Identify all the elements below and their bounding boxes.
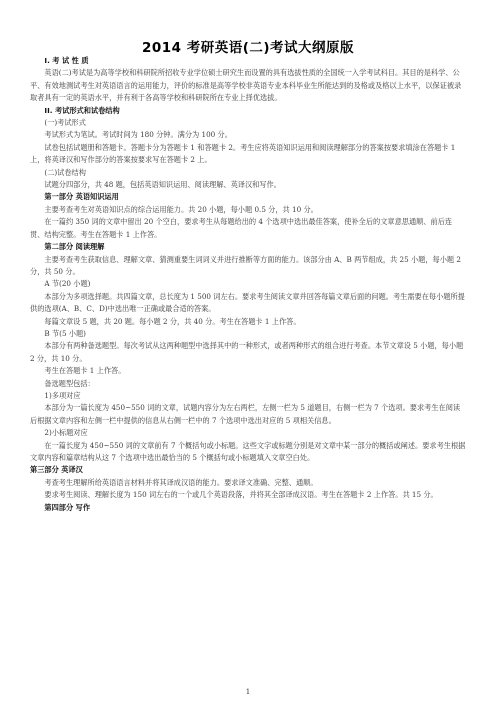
- paragraph: 英语(二)考试是为高等学校和科研院所招收专业学位硕士研究生而设置的具有选拔性质的全国统一入学考试科目。其目的是科学、公平、有效地测试考生对英语语言的运用能力，评价的标准是高等学校非英语专业本科毕业生所能达到的及格或及格以上水平，以保证被录取者具有一定的英语水平，并有利于各高等学校和科研院所在专业上择优选拔。: [30, 68, 462, 103]
- paragraph: 本部分为多项选择题。共四篇文章，总长度为 1 500 词左右。要求考生阅读文章并回答每篇文章后面的问题。考生需要在每小题所提供的选项(A、B、C、D)中选出唯一正确或最合适的答案。: [30, 291, 465, 314]
- document-body: [30, 55, 466, 514]
- paragraph: A 节(20 小题): [44, 279, 91, 289]
- paragraph: (二)试卷结构: [44, 167, 86, 177]
- paragraph: 每篇文章设 5 题，共 20 题。每小题 2 分，共 40 分。考生在答题卡 1 上作答。: [44, 316, 301, 326]
- section-heading: II. 考试形式和试卷结构: [44, 105, 120, 115]
- paragraph: 考查考生理解所给英语语言材料并将其译成汉语的能力。要求译文准确、完整、通顺。: [44, 477, 318, 487]
- page-number: 1: [245, 688, 251, 696]
- paragraph: 备选题型包括：: [44, 378, 95, 388]
- section-heading: 第二部分 阅读理解: [44, 242, 105, 252]
- paragraph: 考生在答题卡 1 上作答。: [44, 366, 126, 376]
- paragraph: 本部分有两种备选题型。每次考试从这两种题型中选择其中的一种形式，或者两种形式的组合进行考查。本节文章设 5 小题，每小题 2 分，共 10 分。: [30, 341, 464, 363]
- paragraph: 在一篇长度为 450~550 词的文章前有 7 个概括句或小标题。这些文字或标题分别是对文章中某一部分的概括或阐述。要求考生根据文章内容和篇章结构从这 7 个选项中选出最恰当的 5 个概括句或小标题填入文章空白处。: [30, 440, 466, 462]
- section-heading: I. 考 试 性 质: [44, 56, 89, 65]
- paragraph: B 节(5 小题): [44, 328, 86, 338]
- paragraph: 1)多项对应: [44, 390, 81, 400]
- paragraph: 2)小标题对应: [44, 428, 88, 438]
- paragraph: (一)考试形式: [44, 118, 86, 128]
- paragraph: 考试形式为笔试。考试时间为 180 分钟。满分为 100 分。: [44, 130, 232, 140]
- paragraph: 要求考生阅读、理解长度为 150 词左右的一个或几个英语段落，并将其全部译成汉语。考生在答题卡 2 上作答。共 15 分。: [44, 490, 438, 500]
- paragraph: 在一篇约 350 词的文章中留出 20 个空白，要求考生从每题给出的 4 个选项中选出最佳答案，使补全后的文章意思通顺、前后连贯、结构完整。考生在答题卡 1 上作答。: [30, 217, 453, 239]
- paragraph: 主要考查考生获取信息、理解文章、猜测重要生词词义并进行推断等方面的能力。该部分由 A、B 两节组成，共 25 小题，每小题 2 分，共 50 分。: [30, 254, 461, 276]
- paragraph: 试卷包括试题册和答题卡。答题卡分为答题卡 1 和答题卡 2。考生应将英语知识运用和阅读理解部分的答案按要求填涂在答题卡 1 上，将英译汉和写作部分的答案按要求写在答题卡 2 上。: [30, 142, 456, 165]
- section-heading: 第一部分 英语知识运用: [44, 192, 119, 202]
- page-title: 2014 考研英语(二)考试大纲原版: [141, 40, 355, 56]
- section-heading: 第三部分 英译汉: [30, 465, 83, 475]
- paragraph: 试题分四部分，共 48 题，包括英语知识运用、阅读理解、英译汉和写作。: [44, 180, 281, 190]
- paragraph: 主要考查考生对英语知识点的综合运用能力。共 20 小题，每小题 0.5 分，共 10 分。: [44, 204, 318, 214]
- section-heading: 第四部分 写作: [44, 502, 91, 512]
- paragraph: 本部分为一篇长度为 450~550 词的文章，试题内容分为左右两栏，左侧一栏为 5 道题目，右侧一栏为 7 个选项。要求考生在阅读后根据文章内容和左侧一栏中提供的信息从右侧一栏中的 7 个选项中选出对应的 5 项相关信息。: [30, 403, 461, 425]
